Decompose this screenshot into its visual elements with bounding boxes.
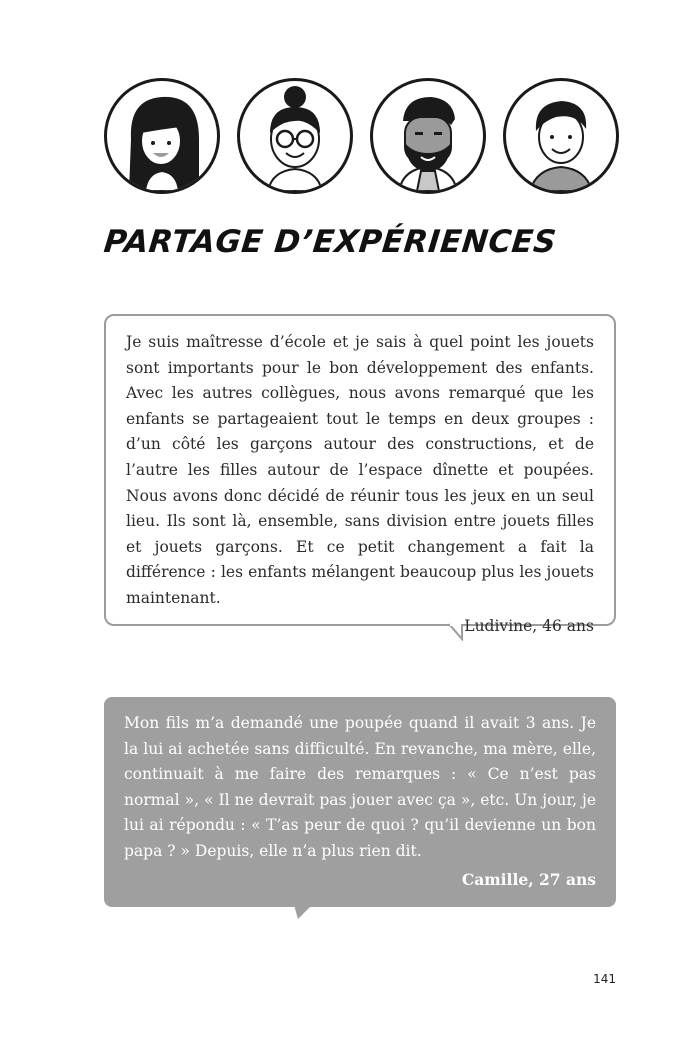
testimonial-text: Mon fils m’a demandé une poupée quand il avait 3 ans. Je la lui ai achetée sans difficulté. En revanche, ma mère, elle, continuait à me faire des remarques : « Ce n’est pas normal », « Il ne devrait pas jouer avec ça », etc. Un jour, je lui ai répondu : « T’as peur de quoi ? qu’il devienne un bon papa ? » Depuis, elle n’a plus rien dit. [124,714,596,860]
page-number: 141 [593,972,616,986]
speech-bubble-tail [448,623,472,641]
testimonial-bubble [104,314,616,635]
woman-long-hair-avatar-icon [104,78,220,194]
testimonial-author: Ludivine, 46 ans [464,616,594,635]
speech-bubble-tail [292,905,316,921]
testimonial-bubble [104,697,616,907]
avatar-row [104,78,620,194]
testimonial-author: Camille, 27 ans [461,869,596,889]
section-title: PARTAGE D’EXPÉRIENCES [102,224,559,260]
bearded-man-avatar-icon [370,78,486,194]
testimonial-text: Je suis maîtresse d’école et je sais à quel point les jouets sont importants pour le bon développement des enfants. Avec les autres collègues, nous avons remarqué que les enfants se partageaient tout le temps en deux groupes : d’un côté les garçons autour des constructions, et de l’autre les filles autour de l’espace dînette et poupées. Nous avons donc décidé de réunir tous les jeux en un seul lieu. Ils sont là, ensemble, sans division entre jouets filles et jouets garçons. Et ce petit changement a fait la différence : les enfants mélangent beaucoup plus les jouets maintenant. [126,333,594,607]
woman-bun-glasses-avatar-icon [237,78,353,194]
smiling-man-avatar-icon [503,78,619,194]
